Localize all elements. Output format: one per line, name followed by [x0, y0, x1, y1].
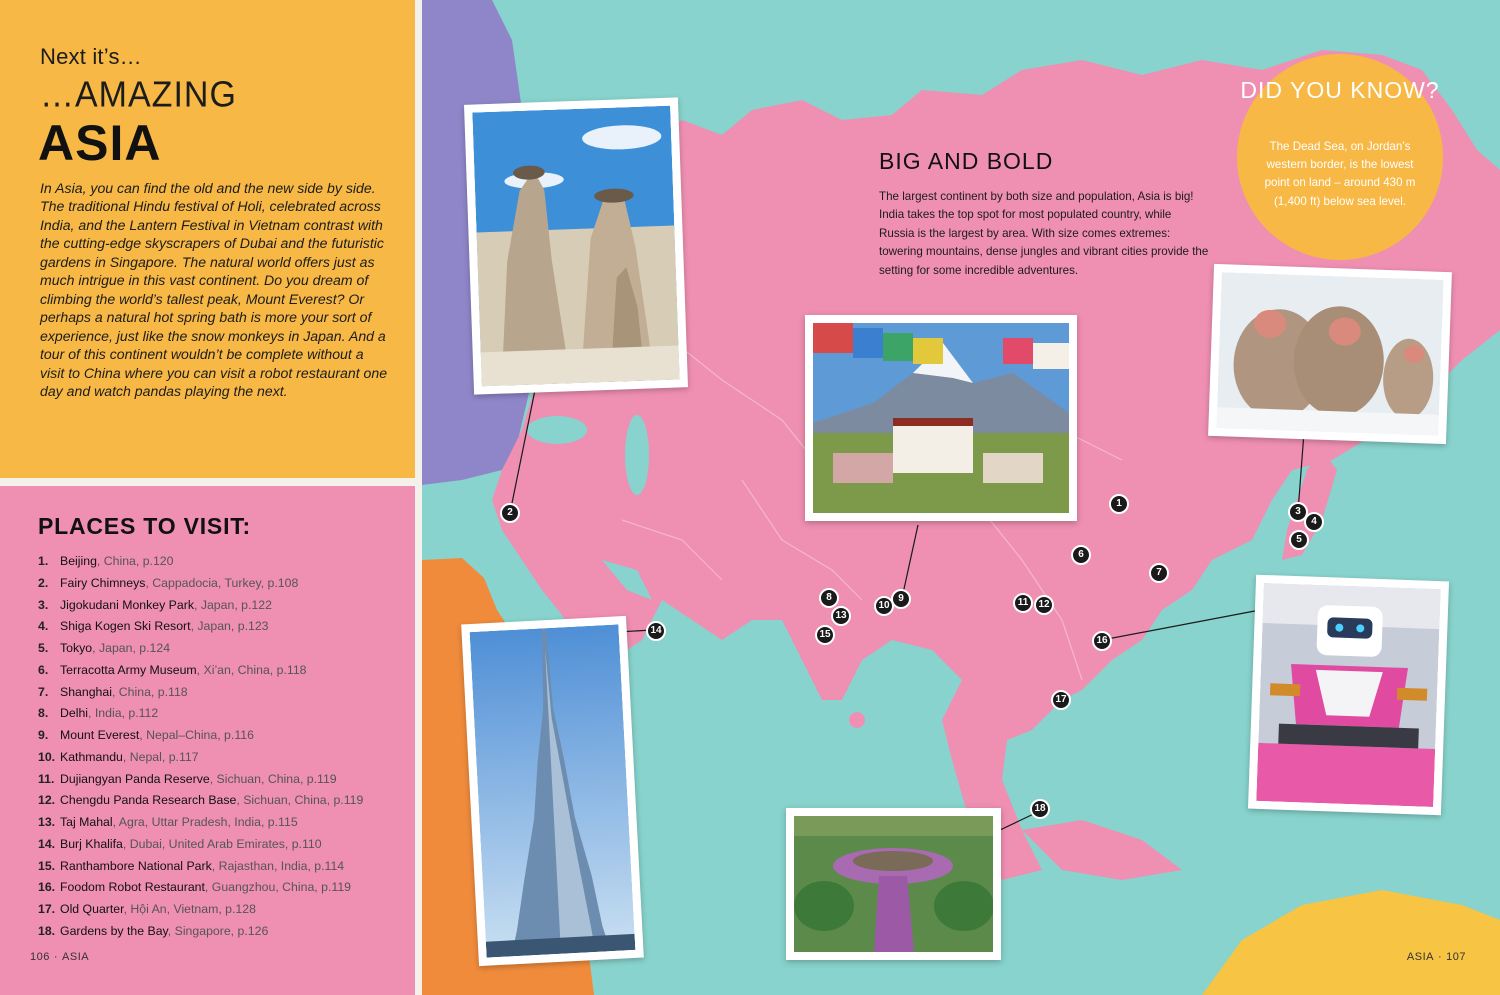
folio-left: 106 · ASIA — [30, 951, 90, 963]
place-location: , Rajasthan, India, p.114 — [211, 858, 345, 873]
intro-paragraph: In Asia, you can find the old and the new side by side. The traditional Hindu festival of Holi, celebrated across India, and the Lantern Festival in Vietnam contrast with the cutting-edge skyscrapers of Dubai and the futuristic gardens in Singapore. The natural world offers just as much intrigue in this vast continent. Do you dream of climbing the world’s tallest peak, Mount Everest? Or perhaps a natural hot spring bath is more your sort of experience, just like the snow monkeys in Japan. And a tour of this continent wouldn’t be complete without a visit to China where you can visit a robot restaurant one day and watch pandas playing the next. — [40, 180, 388, 399]
place-item — [38, 769, 398, 791]
subtitle: …AMAZING — [40, 75, 237, 115]
place-name: Jigokudani Monkey Park — [60, 597, 194, 612]
map-marker-14[interactable]: 14 — [646, 621, 666, 641]
photo-fairy-chimneys — [464, 97, 688, 394]
place-number: 2. — [38, 575, 49, 590]
photo-gardens-by-the-bay — [786, 808, 1001, 960]
photo-burj-khalifa — [461, 616, 644, 966]
place-location: , India, p.112 — [88, 706, 159, 721]
place-location: , Singapore, p.126 — [167, 923, 269, 938]
place-name: Gardens by the Bay — [60, 923, 168, 938]
place-number: 15. — [38, 858, 56, 873]
place-number: 14. — [38, 836, 56, 851]
place-item — [38, 899, 398, 921]
map-marker-4[interactable]: 4 — [1304, 512, 1324, 532]
place-number: 13. — [38, 815, 56, 829]
place-item — [38, 790, 398, 812]
sri-lanka-landmass — [849, 712, 865, 728]
place-item — [38, 573, 398, 595]
place-location: , Dubai, United Arab Emirates, p.110 — [122, 836, 322, 851]
place-name: Delhi — [60, 706, 89, 721]
map-marker-1[interactable]: 1 — [1109, 494, 1129, 514]
map-marker-13[interactable]: 13 — [831, 606, 851, 626]
place-item — [38, 921, 398, 943]
place-location: , Nepal–China, p.116 — [139, 728, 254, 742]
place-name: Taj Mahal — [60, 815, 113, 829]
place-item — [38, 703, 398, 725]
places-list — [38, 551, 398, 943]
left-page — [0, 0, 422, 995]
map-marker-9[interactable]: 9 — [891, 589, 911, 609]
place-name: Fairy Chimneys — [60, 575, 146, 590]
place-number: 12. — [38, 793, 56, 808]
place-location: , Japan, p.124 — [92, 641, 171, 655]
did-you-know-text: The Dead Sea, on Jordan’s western border, is the lowest point on land – around 430 m (1,400 ft) below sea level. — [1264, 140, 1416, 208]
place-location: , Japan, p.123 — [190, 619, 269, 634]
big-bold-title: BIG AND BOLD — [879, 148, 1054, 174]
place-number: 11. — [38, 771, 55, 786]
page-title: ASIA — [38, 115, 162, 171]
place-number: 16. — [38, 880, 56, 895]
place-number: 10. — [38, 749, 56, 764]
map-marker-3[interactable]: 3 — [1288, 502, 1308, 522]
caspian-sea — [625, 415, 649, 495]
kicker: Next it’s… — [40, 44, 142, 69]
map-marker-8[interactable]: 8 — [819, 588, 839, 608]
place-number: 1. — [38, 554, 49, 568]
place-location: , Sichuan, China, p.119 — [209, 771, 337, 786]
place-number: 17. — [38, 902, 56, 916]
place-number: 4. — [38, 619, 49, 634]
place-name: Foodom Robot Restaurant — [60, 880, 205, 895]
running-head: ASIA — [1406, 951, 1434, 963]
place-location: , China, p.118 — [111, 684, 188, 699]
place-item — [38, 834, 398, 856]
map-marker-18[interactable]: 18 — [1030, 799, 1050, 819]
place-name: Ranthambore National Park — [60, 858, 212, 873]
place-location: , Cappadocia, Turkey, p.108 — [145, 575, 299, 590]
place-location: , China, p.120 — [96, 554, 174, 568]
did-you-know-title: DID YOU KNOW? — [1240, 77, 1440, 103]
black-sea — [527, 416, 587, 444]
photo-robot-restaurant — [1248, 575, 1449, 816]
map-page — [422, 0, 1500, 995]
place-item — [38, 660, 398, 682]
place-item — [38, 551, 398, 573]
place-location: , Japan, p.122 — [193, 597, 272, 612]
place-number: 8. — [38, 706, 49, 721]
map-marker-12[interactable]: 12 — [1034, 595, 1054, 615]
place-number: 3. — [38, 597, 49, 612]
place-name: Beijing — [60, 554, 97, 568]
place-item — [38, 595, 398, 617]
place-location: , Agra, Uttar Pradesh, India, p.115 — [112, 815, 298, 829]
place-item — [38, 856, 398, 878]
place-number: 9. — [38, 728, 49, 742]
map-marker-16[interactable]: 16 — [1092, 631, 1112, 651]
place-location: , Sichuan, China, p.119 — [236, 793, 364, 808]
big-bold-text: The largest continent by both size and population, Asia is big! India takes the top spot for most populated country, while Russia is the largest by area. With size comes extremes: towering mountains, dense jungles and vibrant cities provide the setting for some incredible adventures. — [879, 190, 1209, 277]
map-marker-11[interactable]: 11 — [1013, 593, 1033, 613]
place-location: , Guangzhou, China, p.119 — [204, 880, 351, 895]
place-location: , Hội An, Vietnam, p.128 — [123, 902, 256, 916]
place-location: , Nepal, p.117 — [122, 749, 199, 764]
map-marker-15[interactable]: 15 — [815, 625, 835, 645]
place-name: Old Quarter — [60, 902, 124, 916]
sea-islands-landmass — [1022, 820, 1182, 880]
place-name: Tokyo — [60, 641, 93, 655]
place-item — [38, 747, 398, 769]
place-name: Shanghai — [60, 684, 112, 699]
photo-mount-everest — [805, 315, 1077, 521]
place-item — [38, 877, 398, 899]
running-head: ASIA — [62, 951, 90, 963]
map-marker-5[interactable]: 5 — [1289, 530, 1309, 550]
place-item — [38, 812, 398, 834]
place-name: Mount Everest — [60, 728, 140, 742]
photo-snow-monkeys — [1208, 264, 1452, 444]
places-heading: PLACES TO VISIT: — [38, 513, 252, 539]
place-item — [38, 682, 398, 704]
map-marker-10[interactable]: 10 — [874, 596, 894, 616]
place-name: Terracotta Army Museum — [60, 662, 197, 677]
map-marker-6[interactable]: 6 — [1071, 545, 1091, 565]
place-name: Dujiangyan Panda Reserve — [60, 771, 210, 786]
place-name: Chengdu Panda Research Base — [60, 793, 237, 808]
map-marker-2[interactable]: 2 — [500, 503, 520, 523]
place-number: 7. — [38, 684, 49, 699]
place-name: Shiga Kogen Ski Resort — [60, 619, 191, 634]
place-item — [38, 725, 398, 747]
place-item — [38, 638, 398, 660]
place-number: 18. — [38, 923, 56, 938]
place-location: , Xi’an, China, p.118 — [196, 662, 307, 677]
folio-right: ASIA · 107 — [1406, 951, 1466, 963]
page-number: 106 — [30, 951, 50, 963]
place-name: Kathmandu — [60, 749, 123, 764]
did-you-know-circle — [1237, 54, 1443, 260]
place-number: 6. — [38, 662, 49, 677]
map-marker-17[interactable]: 17 — [1051, 690, 1071, 710]
page-number: 107 — [1446, 951, 1466, 963]
place-name: Burj Khalifa — [60, 836, 123, 851]
place-number: 5. — [38, 641, 49, 655]
map-marker-7[interactable]: 7 — [1149, 563, 1169, 583]
place-item — [38, 616, 398, 638]
australia-landmass — [1202, 890, 1500, 995]
